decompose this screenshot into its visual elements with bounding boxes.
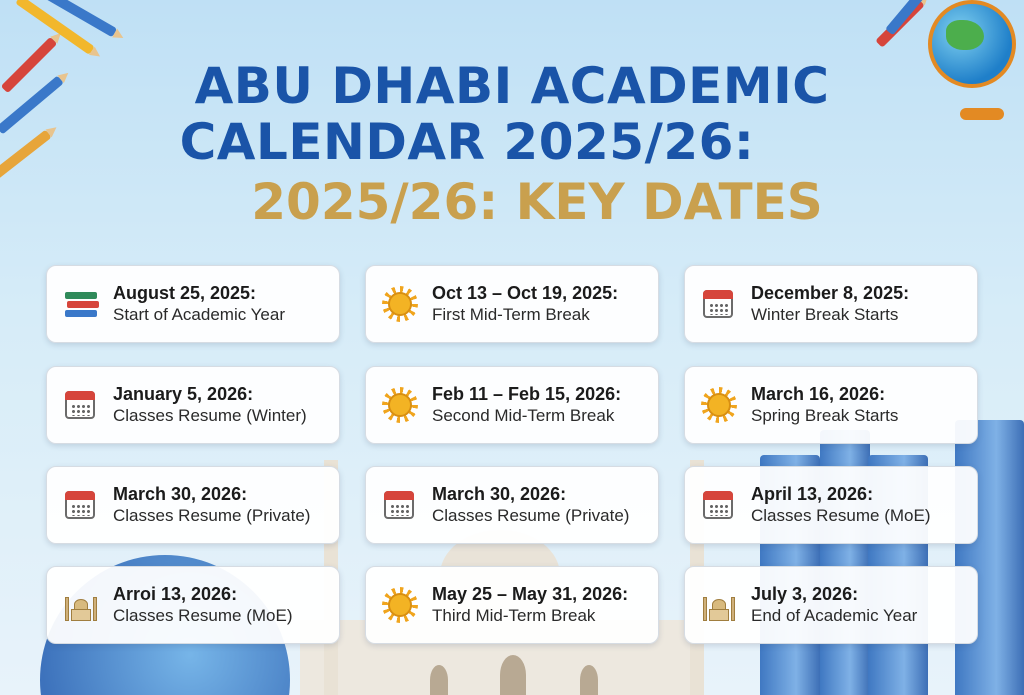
card-description: Third Mid-Term Break [432,606,596,625]
card-date: January 5, 2026: [113,384,254,404]
mosque-icon [63,587,99,623]
sun-icon [382,286,418,322]
card-date: April 13, 2026: [751,484,874,504]
card-date: March 30, 2026: [113,484,248,504]
date-card [46,566,340,644]
calendar-icon [63,387,99,423]
date-card [365,466,659,544]
card-description: Spring Break Starts [751,406,899,425]
card-date: Arroi 13, 2026: [113,584,238,604]
page-subtitle: 2025/26: KEY DATES [251,173,823,231]
date-card [365,265,659,343]
card-description: Classes Resume (Private) [113,506,311,525]
calendar-icon [701,487,737,523]
card-date: August 25, 2025: [113,283,257,303]
card-description: Start of Academic Year [113,305,285,324]
date-card [684,265,978,343]
date-card [46,466,340,544]
calendar-icon [382,487,418,523]
card-description: Classes Resume (Winter) [113,406,307,425]
sun-icon [382,587,418,623]
card-date: May 25 – May 31, 2026: [432,584,629,604]
page-title [0,58,1024,170]
date-card [46,366,340,444]
date-card [684,466,978,544]
card-date: Feb 11 – Feb 15, 2026: [432,384,622,404]
date-card [684,566,978,644]
card-date: March 16, 2026: [751,384,886,404]
card-description: Winter Break Starts [751,305,899,324]
date-card [365,366,659,444]
card-description: End of Academic Year [751,606,918,625]
card-description: Second Mid-Term Break [432,406,615,425]
mosque-icon [701,587,737,623]
card-date: March 30, 2026: [432,484,567,504]
card-date: December 8, 2025: [751,283,910,303]
date-card [365,566,659,644]
date-card [684,366,978,444]
title-line-2: CALENDAR 2025/26: [179,113,755,171]
date-card [46,265,340,343]
sun-icon [382,387,418,423]
calendar-icon [701,286,737,322]
card-description: Classes Resume (MoE) [751,506,931,525]
card-date: Oct 13 – Oct 19, 2025: [432,283,619,303]
card-description: First Mid-Term Break [432,305,590,324]
calendar-icon [63,487,99,523]
card-date: July 3, 2026: [751,584,859,604]
card-description: Classes Resume (Private) [432,506,630,525]
books-icon [63,286,99,322]
title-line-1: ABU DHABI ACADEMIC [194,57,830,115]
card-description: Classes Resume (MoE) [113,606,293,625]
sun-icon [701,387,737,423]
